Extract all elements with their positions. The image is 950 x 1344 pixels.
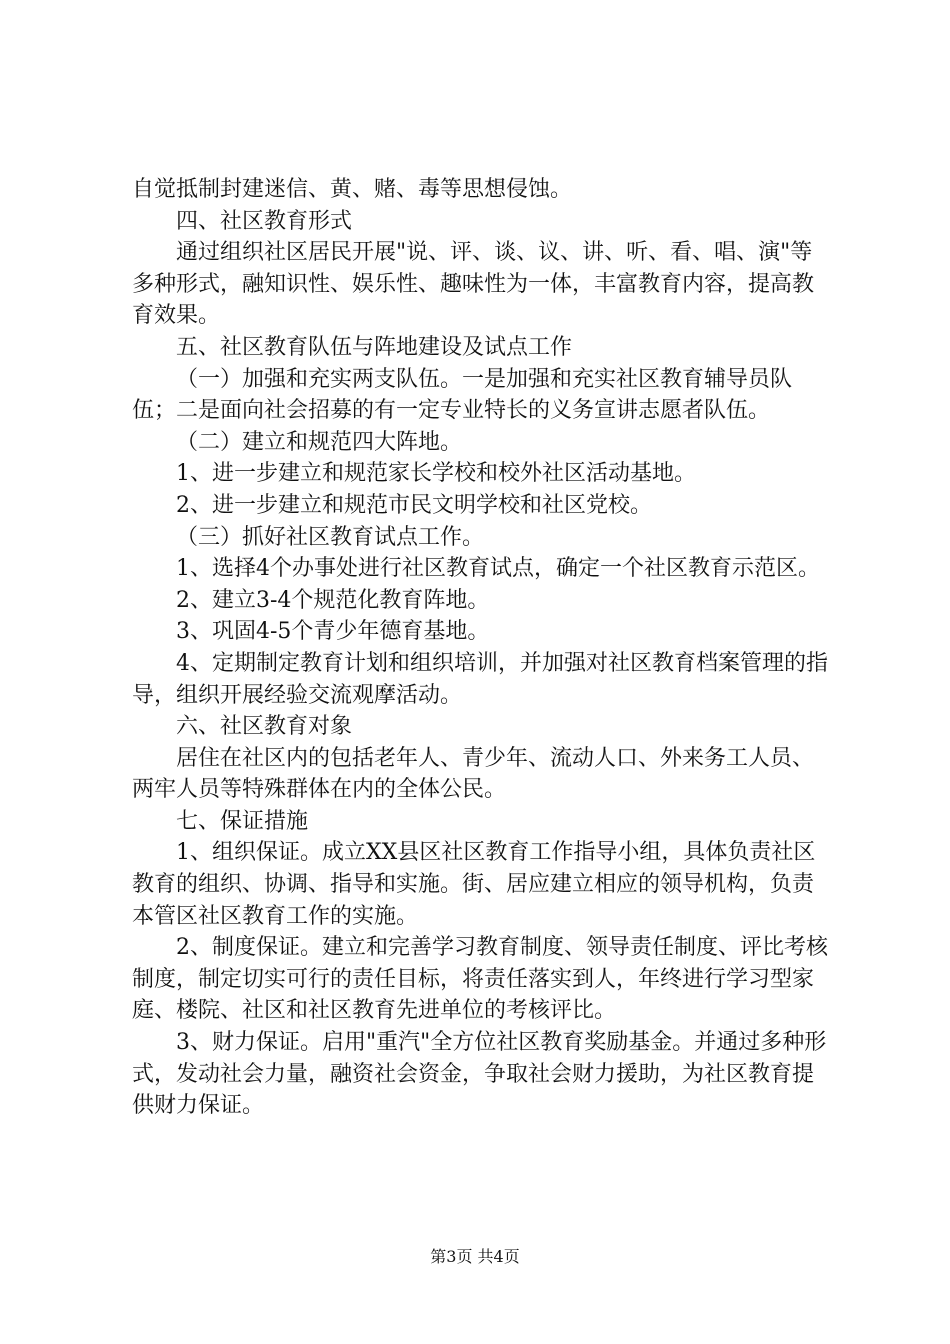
list-item: 2、制度保证。建立和完善学习教育制度、领导责任制度、评比考核制度，制定切实可行的责任目标，将责任落实到人，年终进行学习型家庭、楼院、社区和社区教育先进单位的考核评比。 <box>132 935 828 1024</box>
document-body <box>132 174 832 1122</box>
paragraph: 自觉抵制封建迷信、黄、赌、毒等思想侵蚀。 <box>132 177 573 202</box>
list-item: 2、建立3-4个规范化教育阵地。 <box>176 587 490 613</box>
page-footer: 第3页 共4页 <box>430 1247 520 1266</box>
list-item: 4、定期制定教育计划和组织培训，并加强对社区教育档案管理的指导，组织开展经验交流观摩活动。 <box>132 650 828 708</box>
list-item: 3、财力保证。启用"重汽"全方位社区教育奖励基金。并通过多种形式，发动社会力量，融资社会资金，争取社会财力援助，为社区教育提供财力保证。 <box>132 1030 827 1119</box>
list-item: 1、组织保证。成立XX县区社区教育工作指导小组，具体负责社区教育的组织、协调、指导和实施。街、居应建立相应的领导机构，负责本管区社区教育工作的实施。 <box>132 840 816 929</box>
paragraph: （一）加强和充实两支队伍。一是加强和充实社区教育辅导员队伍；二是面向社会招募的有一定专业特长的义务宣讲志愿者队伍。 <box>132 366 793 424</box>
paragraph: 通过组织社区居民开展"说、评、谈、议、讲、听、看、唱、演"等多种形式，融知识性、娱乐性、趣味性为一体，丰富教育内容，提高教育效果。 <box>132 240 815 329</box>
list-item: 3、巩固4-5个青少年德育基地。 <box>176 619 490 645</box>
paragraph: （三）抓好社区教育试点工作。 <box>176 524 485 550</box>
section-heading: 四、社区教育形式 <box>176 208 353 234</box>
section-heading: 五、社区教育队伍与阵地建设及试点工作 <box>176 334 573 360</box>
paragraph: （二）建立和规范四大阵地。 <box>176 429 463 455</box>
list-item: 1、选择4个办事处进行社区教育试点，确定一个社区教育示范区。 <box>176 556 820 582</box>
section-heading: 七、保证措施 <box>176 808 309 834</box>
list-item: 2、进一步建立和规范市民文明学校和社区党校。 <box>176 492 652 518</box>
section-heading: 六、社区教育对象 <box>176 714 353 740</box>
list-item: 1、进一步建立和规范家长学校和校外社区活动基地。 <box>176 461 696 487</box>
paragraph: 居住在社区内的包括老年人、青少年、流动人口、外来务工人员、两牢人员等特殊群体在内的全体公民。 <box>132 745 815 803</box>
